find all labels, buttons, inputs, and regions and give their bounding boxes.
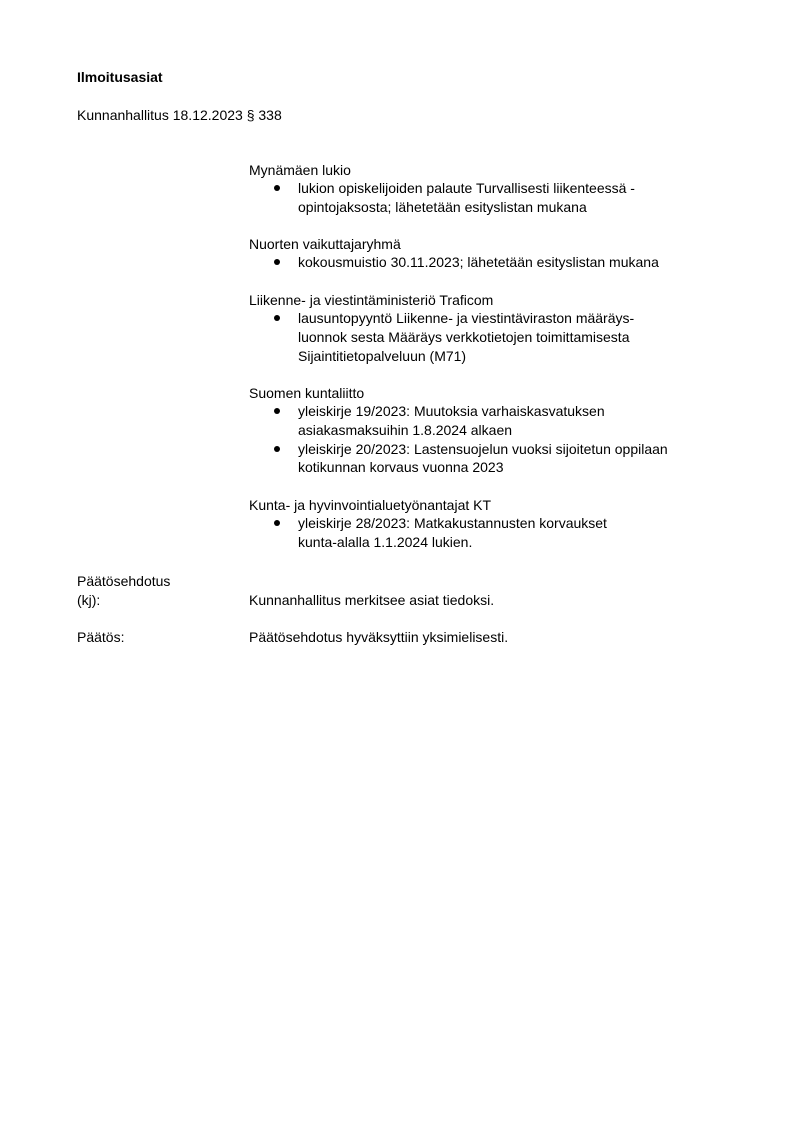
notice-item-line: kunta-alalla 1.1.2024 lukien. bbox=[298, 533, 473, 550]
notice-group bbox=[249, 161, 749, 216]
proposal-text: Kunnanhallitus merkitsee asiat tiedoksi. bbox=[249, 592, 495, 608]
notice-item-line: kotikunnan korvaus vuonna 2023 bbox=[298, 459, 504, 476]
notice-group-heading: Suomen kuntaliitto bbox=[249, 385, 365, 402]
notice-item bbox=[249, 402, 749, 439]
proposal-label: Päätösehdotus bbox=[77, 573, 171, 589]
bullet-icon bbox=[274, 520, 280, 526]
notice-item-line: lausuntopyyntö Liikenne- ja viestintäviraston määräys- bbox=[298, 310, 635, 327]
notice-item-line: kokousmuistio 30.11.2023; lähetetään esityslistan mukana bbox=[298, 254, 659, 271]
bullet-icon bbox=[274, 446, 280, 452]
notices-list bbox=[249, 161, 749, 570]
notice-item-line: yleiskirje 28/2023: Matkakustannusten korvaukset bbox=[298, 515, 607, 532]
notice-items bbox=[249, 179, 749, 216]
notice-items bbox=[249, 253, 749, 272]
meeting-reference: Kunnanhallitus 18.12.2023 § 338 bbox=[77, 107, 282, 123]
notice-item-line: opintojaksosta; lähetetään esityslistan mukana bbox=[298, 198, 587, 215]
notice-item-line: yleiskirje 20/2023: Lastensuojelun vuoksi sijoitetun oppilaan bbox=[298, 440, 668, 457]
notice-items bbox=[249, 309, 749, 365]
notice-group bbox=[249, 496, 749, 551]
document-title: Ilmoitusasiat bbox=[77, 69, 163, 85]
bullet-icon bbox=[274, 185, 280, 191]
notice-items bbox=[249, 402, 749, 477]
notice-item bbox=[249, 440, 749, 477]
notice-group-heading: Kunta- ja hyvinvointialuetyönantajat KT bbox=[249, 497, 492, 514]
notice-group-heading: Liikenne- ja viestintäministeriö Traficom bbox=[249, 292, 494, 309]
bullet-icon bbox=[274, 259, 280, 265]
notice-item bbox=[249, 514, 749, 551]
notice-group bbox=[249, 291, 749, 365]
notice-item bbox=[249, 179, 749, 216]
notice-item bbox=[249, 309, 749, 365]
notice-item-line: luonnok sesta Määräys verkkotietojen toimittamisesta bbox=[298, 328, 630, 345]
notice-item-line: lukion opiskelijoiden palaute Turvallisesti liikenteessä - bbox=[298, 180, 635, 196]
notice-item-line: Sijaintitietopalveluun (M71) bbox=[298, 347, 467, 364]
notice-group bbox=[249, 235, 749, 272]
decision-text: Päätösehdotus hyväksyttiin yksimielisesti. bbox=[249, 629, 509, 645]
notice-group-heading: Mynämäen lukio bbox=[249, 162, 351, 178]
bullet-icon bbox=[274, 408, 280, 414]
notice-group-heading: Nuorten vaikuttajaryhmä bbox=[249, 236, 401, 253]
proposal-label-suffix: (kj): bbox=[77, 592, 101, 608]
notice-item-line: asiakasmaksuihin 1.8.2024 alkaen bbox=[298, 421, 513, 438]
notice-item bbox=[249, 253, 749, 272]
notice-item-line: yleiskirje 19/2023: Muutoksia varhaiskasvatuksen bbox=[298, 403, 605, 420]
notice-items bbox=[249, 514, 749, 551]
decision-label: Päätös: bbox=[77, 629, 125, 645]
bullet-icon bbox=[274, 315, 280, 321]
notice-group bbox=[249, 384, 749, 477]
